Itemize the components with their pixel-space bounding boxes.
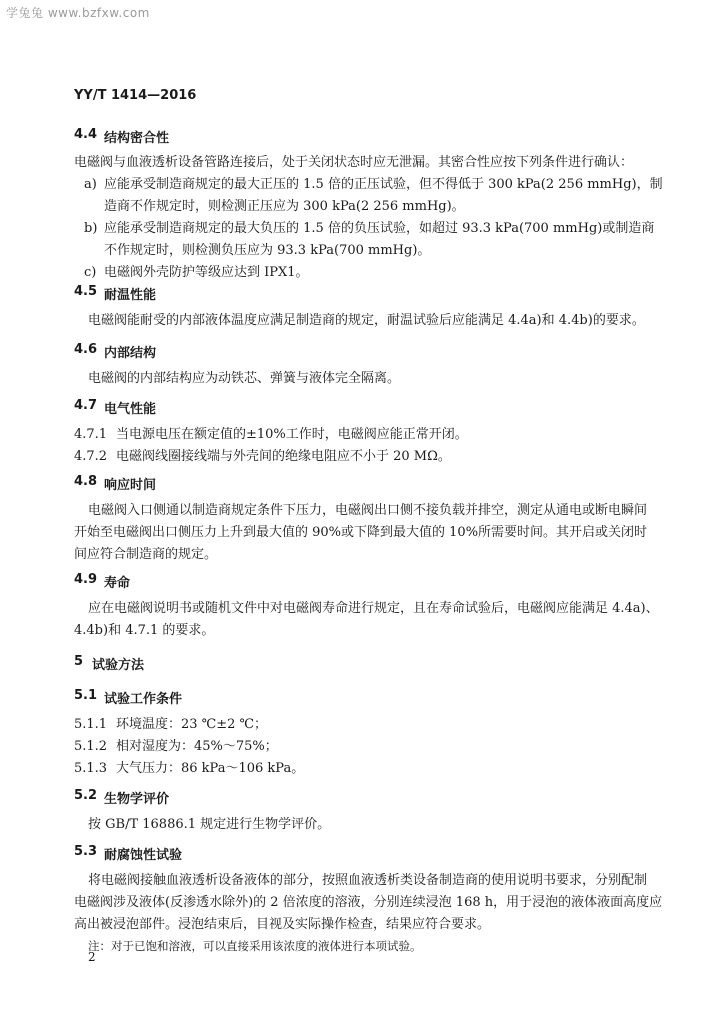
section-4-7-number: 4.7: [74, 398, 98, 413]
section-5-1-number: 5.1: [74, 688, 98, 703]
clause-5-1-2-number: 5.1.2: [74, 739, 108, 754]
clause-4-7-2-number: 4.7.2: [74, 449, 108, 464]
chapter-5-title: 试验方法: [92, 658, 145, 673]
item-b-line: 应能承受制造商规定的最大负压的 1.5 倍的负压试验，如超过 93.3 kPa(700 mmHg)或制造商: [104, 221, 655, 236]
chapter-5-number: 5: [74, 654, 84, 669]
item-b-label: b): [84, 221, 98, 236]
section-5-3-line: 电磁阀涉及液体(反渗透水除外)的 2 倍浓度的溶液，分别连续浸泡 168 h，用于浸泡的液体液面高度应: [74, 895, 663, 910]
section-4-8-line: 开始至电磁阀出口侧压力上升到最大值的 90%或下降到最大值的 10%所需要时间。其开启或关闭时: [74, 525, 648, 540]
item-c-line: 电磁阀外壳防护等级应达到 IPX1。: [104, 265, 309, 280]
section-4-6-text: 电磁阀的内部结构应为动铁芯、弹簧与液体完全隔离。: [88, 371, 401, 386]
clause-4-7-1-text: 当电源电压在额定值的±10%工作时，电磁阀应能正常开闭。: [116, 427, 468, 442]
item-a-line: 造商不作规定时，则检测正压应为 300 kPa(2 256 mmHg)。: [104, 199, 465, 214]
clause-4-7-1-number: 4.7.1: [74, 427, 108, 442]
section-4-8-number: 4.8: [74, 474, 98, 489]
clause-4-7-2-text: 电磁阀线圈接线端与外壳间的绝缘电阻应不小于 20 MΩ。: [116, 449, 451, 464]
clause-5-1-1-text: 环境温度：23 ℃±2 ℃；: [116, 717, 268, 732]
section-4-9-line: 应在电磁阀说明书或随机文件中对电磁阀寿命进行规定，且在寿命试验后，电磁阀应能满足 4.4a)、: [88, 601, 659, 616]
section-5-2-title: 生物学评价: [104, 792, 170, 807]
section-4-6-number: 4.6: [74, 342, 98, 357]
section-4-4-number: 4.4: [74, 127, 98, 142]
section-4-8-title: 响应时间: [104, 478, 157, 493]
section-5-1-title: 试验工作条件: [104, 692, 183, 707]
standard-number: YY/T 1414—2016: [74, 88, 197, 103]
section-4-9-line: 4.4b)和 4.7.1 的要求。: [74, 623, 215, 638]
section-4-4-title: 结构密合性: [104, 131, 170, 146]
section-4-8-line: 电磁阀入口侧通以制造商规定条件下压力，电磁阀出口侧不接负载并排空，测定从通电或断电瞬间: [88, 503, 648, 518]
section-4-9-title: 寿命: [104, 576, 131, 591]
clause-5-1-3-number: 5.1.3: [74, 761, 108, 776]
section-5-2-text: 按 GB/T 16886.1 规定进行生物学评价。: [88, 817, 331, 832]
section-5-3-number: 5.3: [74, 844, 98, 859]
section-5-2-number: 5.2: [74, 788, 98, 803]
section-4-4-intro: 电磁阀与血液透析设备管路连接后，处于关闭状态时应无泄漏。其密合性应按下列条件进行确认：: [74, 155, 634, 170]
note: 注：对于已饱和溶液，可以直接采用该浓度的液体进行本项试验。: [88, 939, 422, 953]
watermark: 学兔兔 www.bzfxw.com: [6, 6, 150, 20]
section-4-5-text: 电磁阀能耐受的内部液体温度应满足制造商的规定，耐温试验后应能满足 4.4a)和 4.4b)的要求。: [88, 313, 645, 328]
section-5-3-line: 将电磁阀接触血液透析设备液体的部分，按照血液透析类设备制造商的使用说明书要求，分别配制: [88, 873, 648, 888]
section-5-3-line: 高出被浸泡部件。浸泡结束后，目视及实际操作检查，结果应符合要求。: [74, 917, 491, 932]
item-b-line: 不作规定时，则检测负压应为 93.3 kPa(700 mmHg)。: [104, 243, 431, 258]
section-4-6-title: 内部结构: [104, 346, 157, 361]
item-a-line: 应能承受制造商规定的最大正压的 1.5 倍的正压试验，但不得低于 300 kPa(2 256 mmHg)，制: [104, 177, 663, 192]
section-4-9-number: 4.9: [74, 572, 98, 587]
clause-5-1-2-text: 相对湿度为：45%～75%；: [116, 739, 278, 754]
section-4-8-line: 间应符合制造商的规定。: [74, 547, 218, 562]
page-number: 2: [88, 950, 96, 964]
clause-5-1-1-number: 5.1.1: [74, 717, 108, 732]
item-a-label: a): [84, 177, 97, 192]
section-4-5-number: 4.5: [74, 284, 98, 299]
item-c-label: c): [84, 265, 97, 280]
section-4-5-title: 耐温性能: [104, 288, 157, 303]
section-4-7-title: 电气性能: [104, 402, 157, 417]
clause-5-1-3-text: 大气压力：86 kPa～106 kPa。: [116, 761, 305, 776]
section-5-3-title: 耐腐蚀性试验: [104, 848, 183, 863]
